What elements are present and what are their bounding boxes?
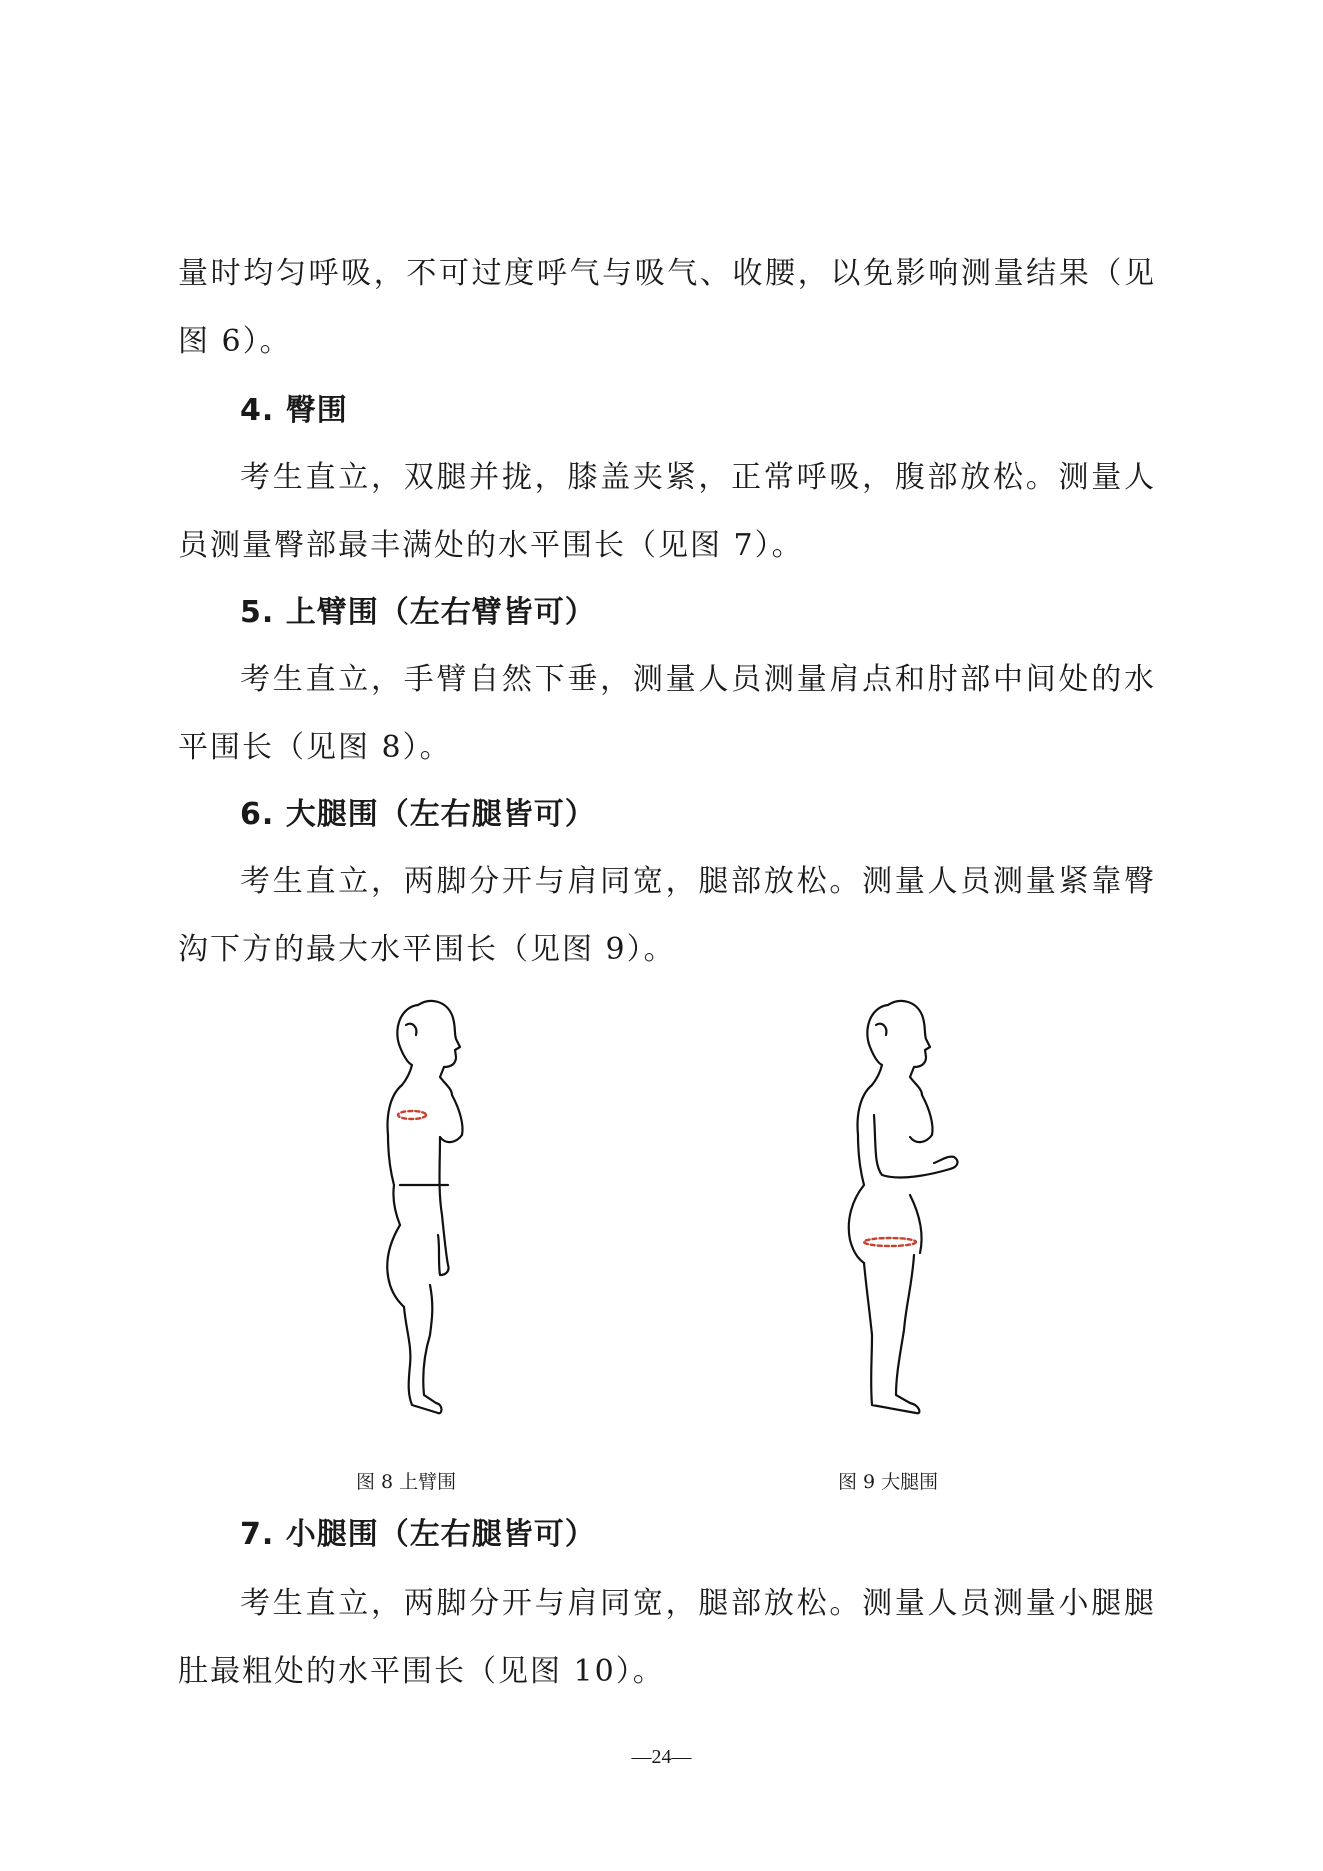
figure-thigh-illustration xyxy=(830,985,980,1425)
paragraph-line: 考生直立，两脚分开与肩同宽，腿部放松。测量人员测量小腿腿 xyxy=(240,1586,1156,1621)
paragraph-line: 员测量臀部最丰满处的水平围长（见图 7）。 xyxy=(178,528,804,563)
heading-calf-circumference: 7. 小腿围（左右腿皆可） xyxy=(240,1517,596,1552)
heading-thigh-circumference: 6. 大腿围（左右腿皆可） xyxy=(240,797,596,832)
heading-upper-arm-circumference: 5. 上臂围（左右臂皆可） xyxy=(240,595,596,630)
heading-hip-circumference: 4. 臀围 xyxy=(240,393,348,428)
paragraph-line: 量时均匀呼吸，不可过度呼气与吸气、收腰，以免影响测量结果（见 xyxy=(178,256,1156,291)
paragraph-line: 平围长（见图 8）。 xyxy=(178,730,452,765)
page-number: —24— xyxy=(631,1746,692,1768)
paragraph-line: 图 6）。 xyxy=(178,324,292,359)
figure-8-caption: 图 8 上臂围 xyxy=(356,1471,457,1493)
paragraph-line: 考生直立，两脚分开与肩同宽，腿部放松。测量人员测量紧靠臀 xyxy=(240,864,1156,899)
paragraph-line: 沟下方的最大水平围长（见图 9）。 xyxy=(178,932,676,967)
paragraph-line: 考生直立，双腿并拢，膝盖夹紧，正常呼吸，腹部放松。测量人 xyxy=(240,460,1156,495)
paragraph-line: 考生直立，手臂自然下垂，测量人员测量肩点和肘部中间处的水 xyxy=(240,662,1156,697)
figure-9-caption: 图 9 大腿围 xyxy=(838,1471,939,1493)
figure-upper-arm-illustration xyxy=(360,985,500,1425)
paragraph-line: 肚最粗处的水平围长（见图 10）。 xyxy=(178,1654,665,1689)
